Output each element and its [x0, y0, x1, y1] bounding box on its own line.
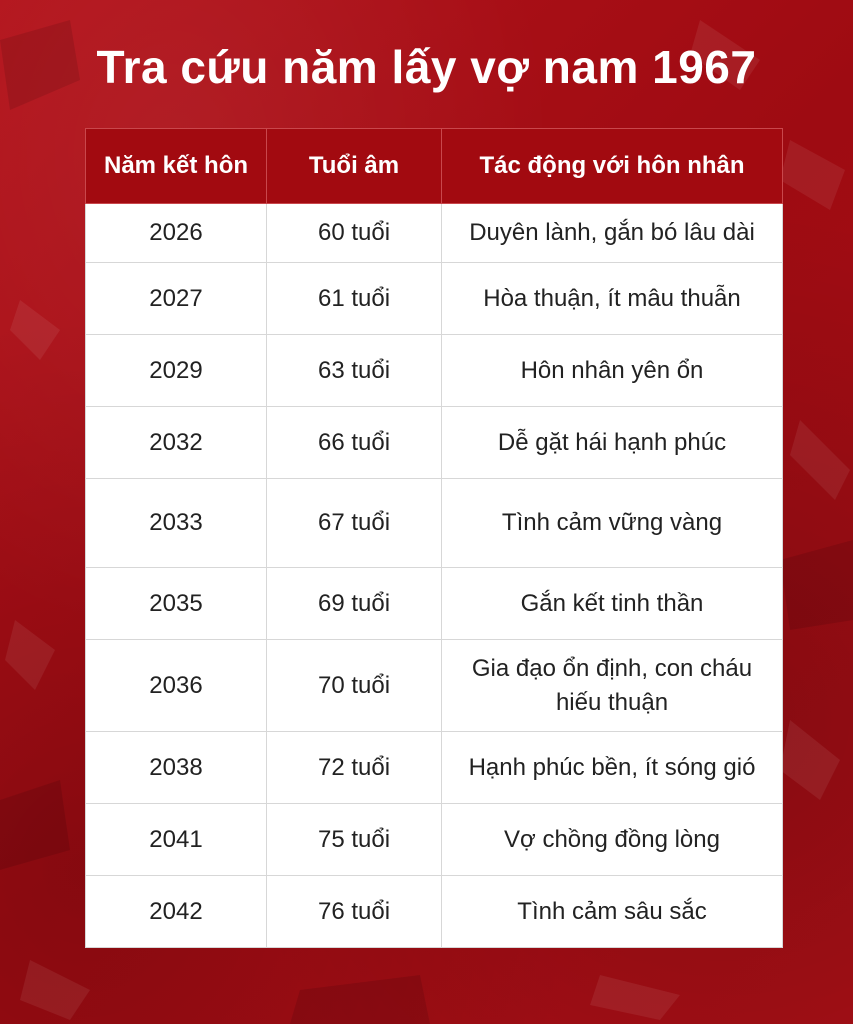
- cell-age: 75 tuổi: [267, 804, 442, 876]
- cell-year: 2038: [86, 732, 267, 804]
- cell-impact: Vợ chồng đồng lòng: [442, 804, 783, 876]
- table-row: [86, 407, 783, 479]
- table-header-row: [86, 129, 783, 204]
- table-row: [86, 204, 783, 263]
- cell-impact: Gia đạo ổn định, con cháu hiếu thuận: [442, 640, 783, 732]
- cell-impact: Duyên lành, gắn bó lâu dài: [442, 204, 783, 263]
- cell-year: 2029: [86, 335, 267, 407]
- cell-age: 61 tuổi: [267, 263, 442, 335]
- cell-year: 2036: [86, 640, 267, 732]
- cell-impact: Tình cảm sâu sắc: [442, 876, 783, 948]
- cell-age: 76 tuổi: [267, 876, 442, 948]
- cell-impact: Hôn nhân yên ổn: [442, 335, 783, 407]
- header-marriage-impact: Tác động với hôn nhân: [442, 129, 783, 204]
- cell-year: 2042: [86, 876, 267, 948]
- cell-age: 72 tuổi: [267, 732, 442, 804]
- table-row: [86, 640, 783, 732]
- cell-year: 2033: [86, 479, 267, 568]
- cell-impact: Hạnh phúc bền, ít sóng gió: [442, 732, 783, 804]
- table-row: [86, 479, 783, 568]
- header-marriage-year: Năm kết hôn: [86, 129, 267, 204]
- cell-age: 70 tuổi: [267, 640, 442, 732]
- cell-age: 67 tuổi: [267, 479, 442, 568]
- table-row: [86, 568, 783, 640]
- table-row: [86, 804, 783, 876]
- cell-age: 66 tuổi: [267, 407, 442, 479]
- cell-year: 2035: [86, 568, 267, 640]
- page-title: Tra cứu năm lấy vợ nam 1967: [96, 41, 757, 93]
- cell-age: 60 tuổi: [267, 204, 442, 263]
- cell-impact: Tình cảm vững vàng: [442, 479, 783, 568]
- header-lunar-age: Tuổi âm: [267, 129, 442, 204]
- cell-impact: Dễ gặt hái hạnh phúc: [442, 407, 783, 479]
- table-row: [86, 335, 783, 407]
- table-row: [86, 263, 783, 335]
- table-row: [86, 876, 783, 948]
- cell-year: 2041: [86, 804, 267, 876]
- cell-year: 2027: [86, 263, 267, 335]
- table-row: [86, 732, 783, 804]
- cell-impact: Hòa thuận, ít mâu thuẫn: [442, 263, 783, 335]
- cell-year: 2026: [86, 204, 267, 263]
- marriage-year-table: [85, 128, 783, 948]
- cell-age: 63 tuổi: [267, 335, 442, 407]
- cell-impact: Gắn kết tinh thần: [442, 568, 783, 640]
- cell-age: 69 tuổi: [267, 568, 442, 640]
- cell-year: 2032: [86, 407, 267, 479]
